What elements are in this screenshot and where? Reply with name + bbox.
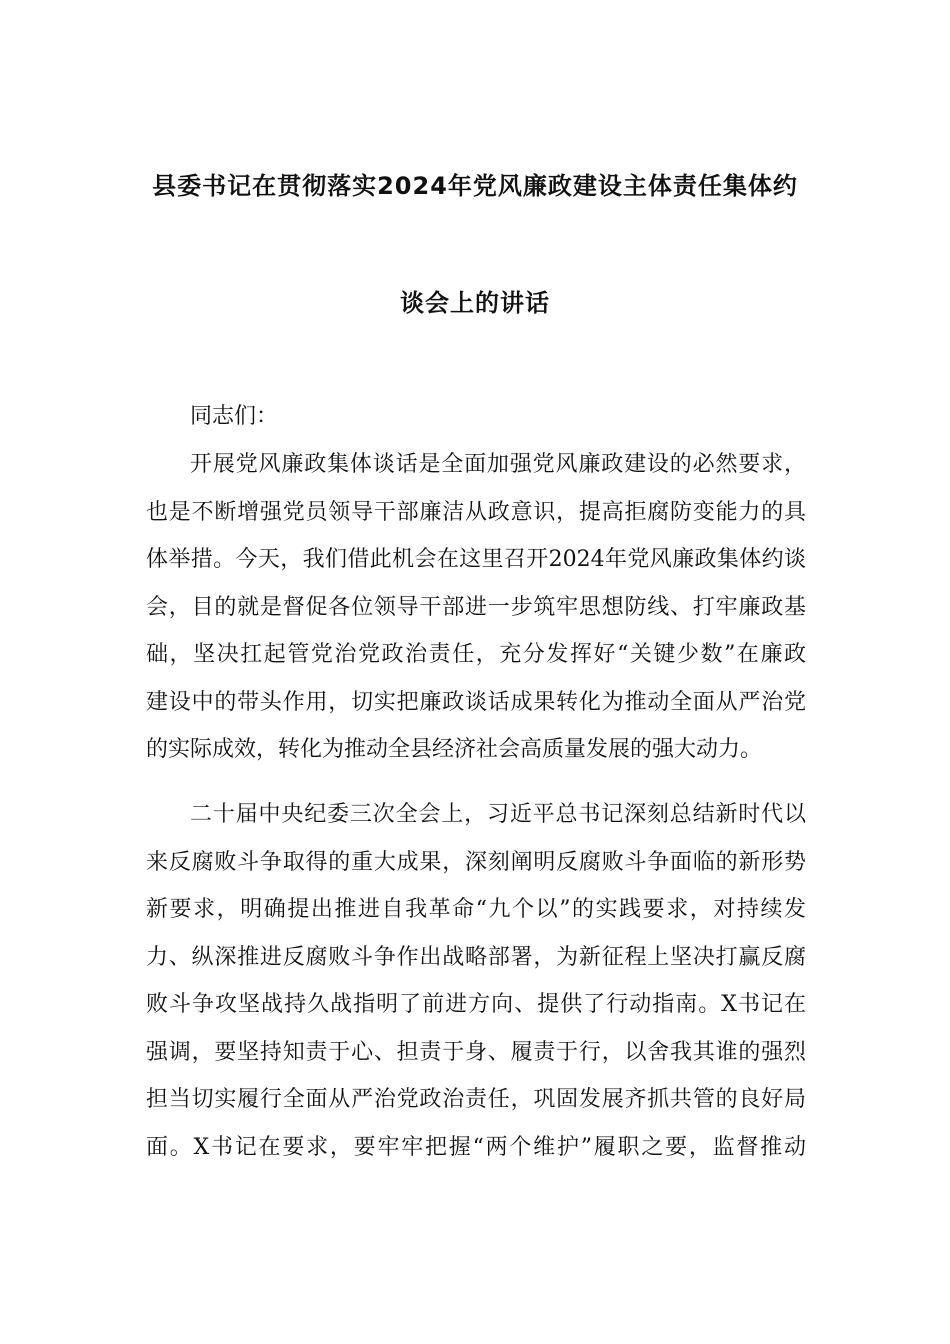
text-line: 二十届中央纪委三次全会上，习近平总书记深刻总结新时代以 (190, 802, 806, 827)
text-line: 面。X书记在要求，要牢牢把握“两个维护”履职之要，监督推动 (146, 1135, 806, 1160)
text-line: 也是不断增强党员领导干部廉洁从政意识，提高拒腐防变能力的具 (146, 500, 806, 525)
text-line: 来反腐败斗争取得的重大成果，深刻阐明反腐败斗争面临的新形势 (146, 850, 806, 875)
text-line: 败斗争攻坚战持久战指明了前进方向、提供了行动指南。X书记在 (146, 992, 806, 1017)
text-line: 会，目的就是督促各位领导干部进一步筑牢思想防线、打牢廉政基 (146, 595, 806, 620)
text-line: 础，坚决扛起管党治党政治责任，充分发挥好“关键少数”在廉政 (146, 642, 806, 667)
text-line: 的实际成效，转化为推动全县经济社会高质量发展的强大动力。 (146, 737, 763, 762)
document-title-line-1: 县委书记在贯彻落实2024年党风廉政建设主体责任集体约 (152, 172, 798, 200)
text-line: 开展党风廉政集体谈话是全面加强党风廉政建设的必然要求， (190, 452, 806, 477)
text-line: 强调，要坚持知责于心、担责于身、履责于行，以舍我其谁的强烈 (146, 1040, 806, 1065)
text-line: 力、纵深推进反腐败斗争作出战略部署，为新征程上坚决打赢反腐 (146, 945, 806, 970)
text-line: 建设中的带头作用，切实把廉政谈话成果转化为推动全面从严治党 (146, 690, 806, 715)
text-line: 体举措。今天，我们借此机会在这里召开2024年党风廉政集体约谈 (146, 547, 806, 572)
text-line: 新要求，明确提出推进自我革命“九个以”的实践要求，对持续发 (146, 897, 806, 922)
greeting: 同志们： (190, 404, 279, 429)
document-title-line-2: 谈会上的讲话 (400, 289, 550, 317)
text-line: 担当切实履行全面从严治党政治责任，巩固发展齐抓共管的良好局 (146, 1087, 806, 1112)
